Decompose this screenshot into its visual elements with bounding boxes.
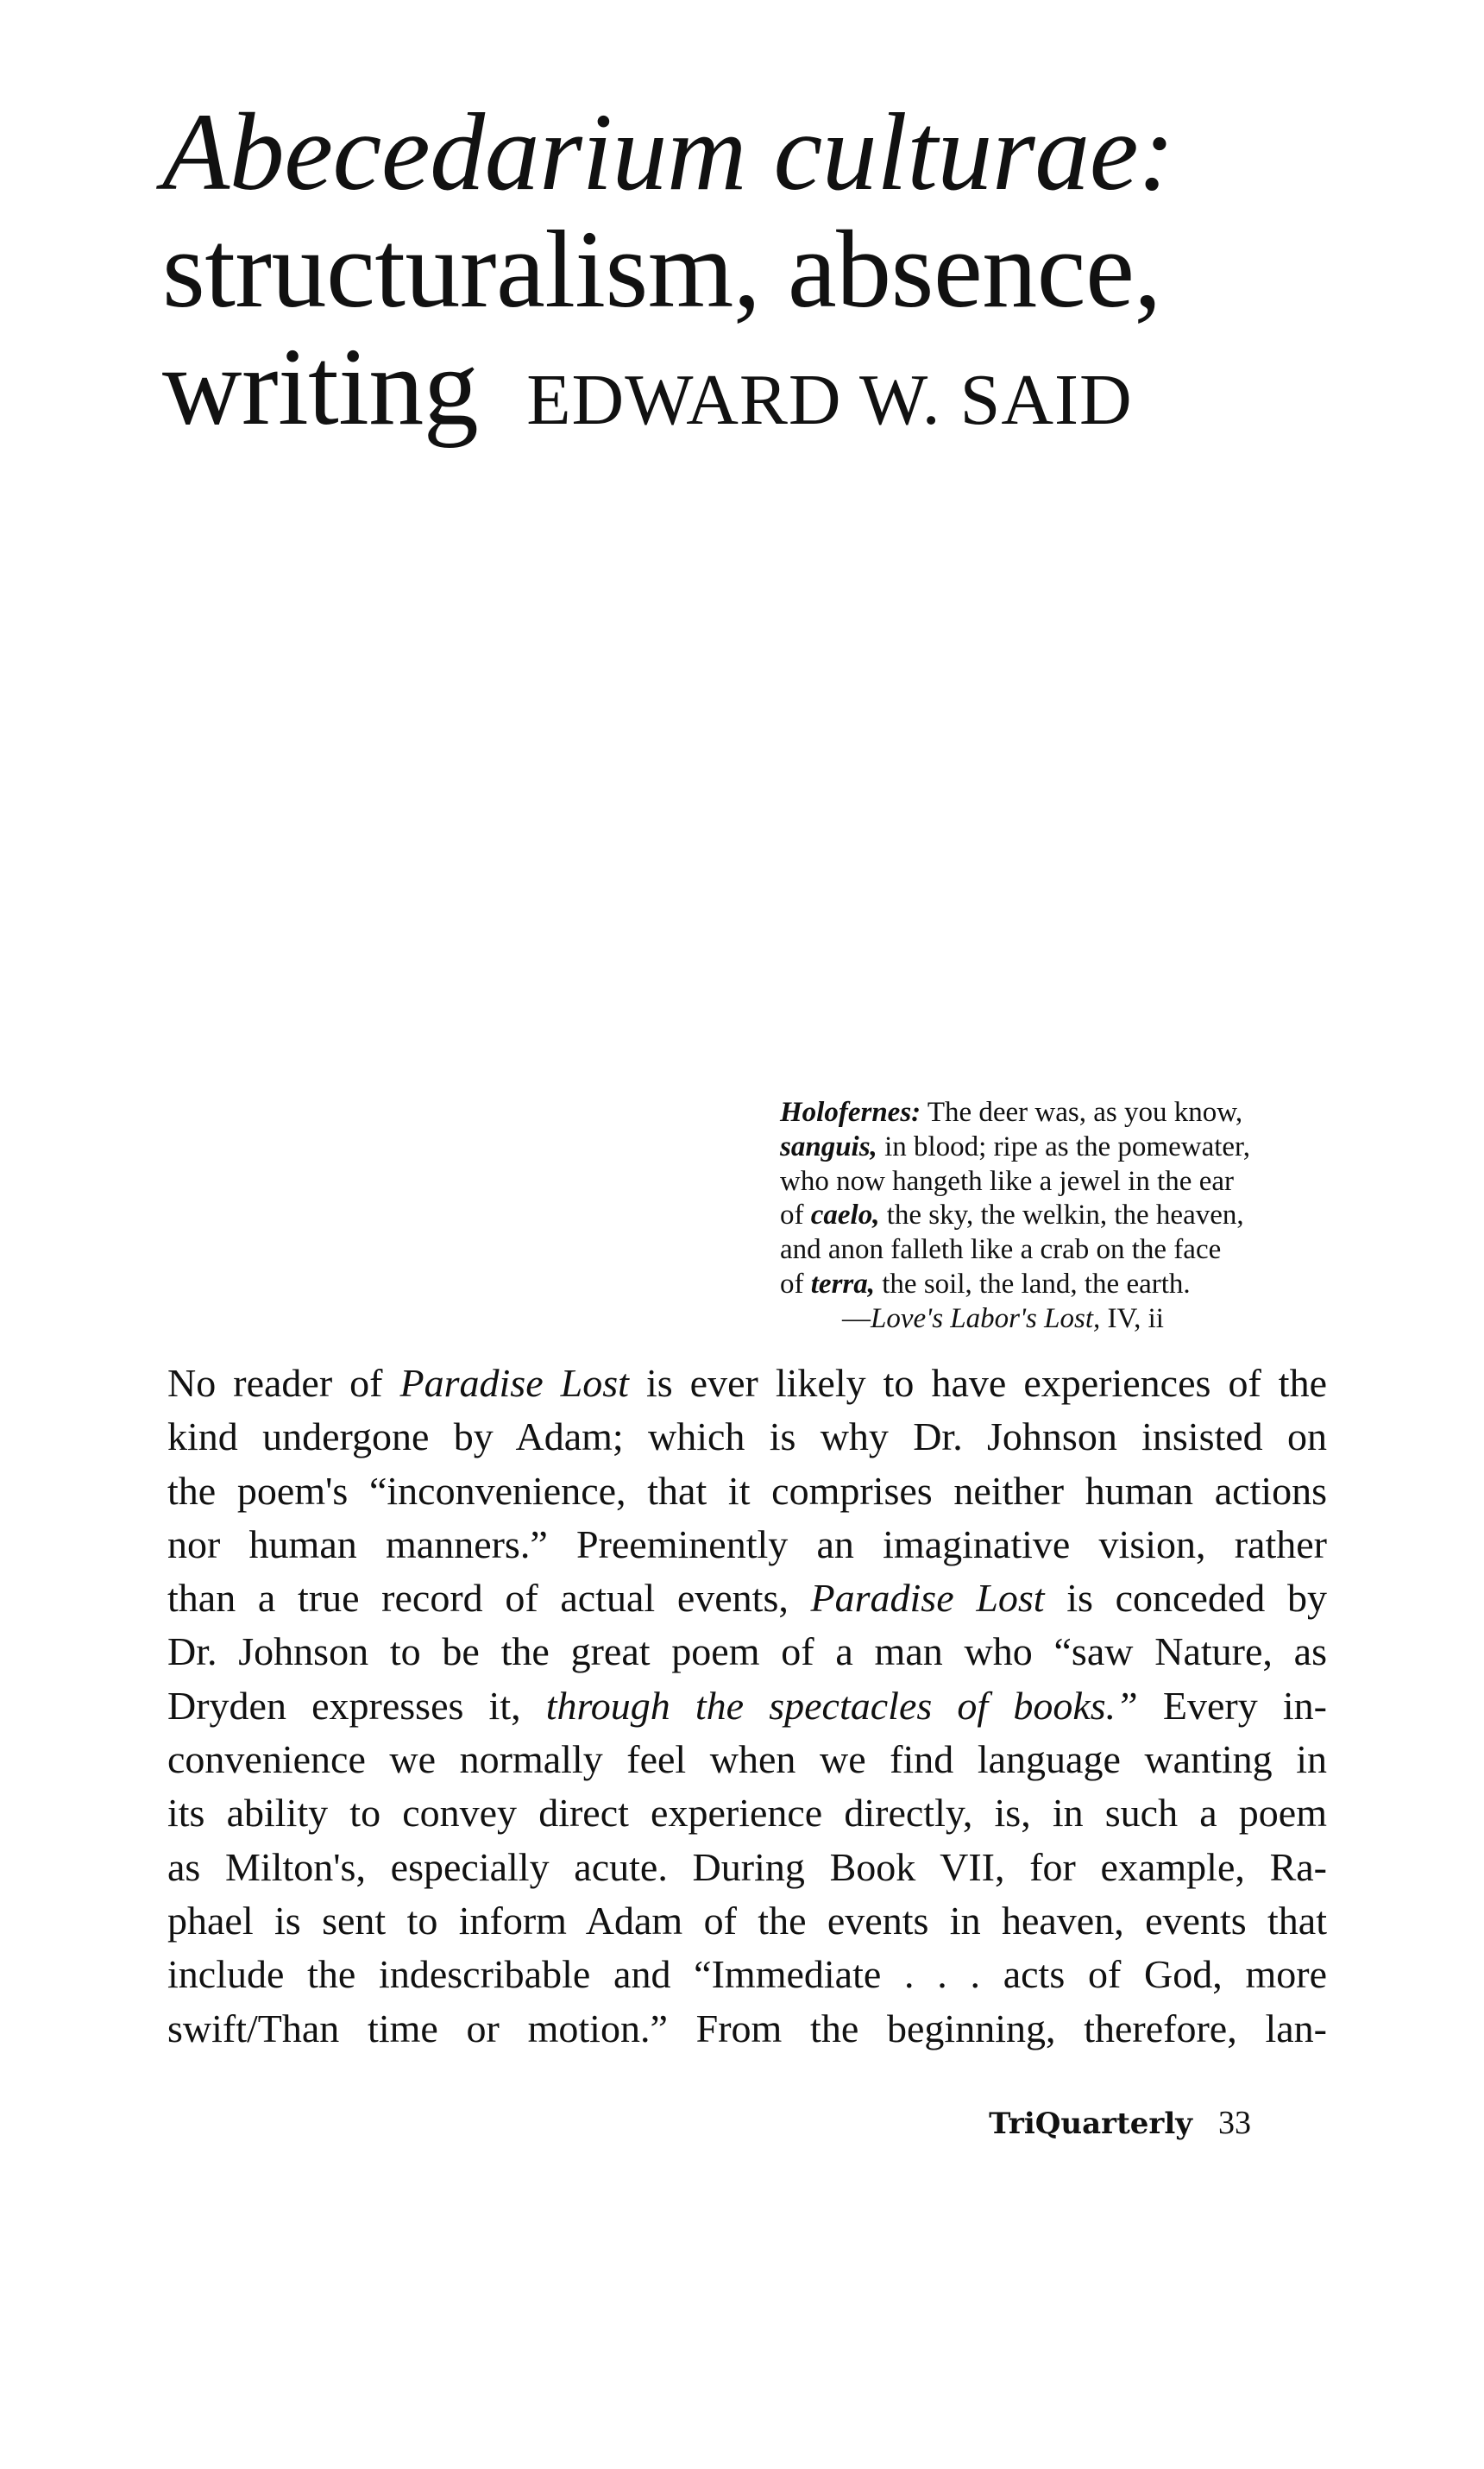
body-text-run: phael is sent to inform Adam of the events in heaven, events that bbox=[167, 1898, 1327, 1943]
body-line bbox=[167, 1679, 1327, 1733]
body-text-run: kind undergone by Adam; which is why Dr. Johnson insisted on bbox=[167, 1414, 1327, 1459]
body-text-run: convenience we normally feel when we find language wanting in bbox=[167, 1737, 1327, 1782]
epigraph-text: in blood; ripe as the pomewater, bbox=[877, 1131, 1250, 1162]
body-italic-run: Paradise Lost bbox=[810, 1576, 1045, 1621]
title-line-3-text: writing bbox=[162, 325, 479, 448]
epigraph-text: of bbox=[780, 1268, 811, 1300]
epigraph-latin: terra, bbox=[810, 1268, 875, 1300]
epigraph-line bbox=[780, 1096, 1315, 1131]
body-line bbox=[167, 1894, 1327, 1948]
body-text-run: Dr. Johnson to be the great poem of a man who “saw Nature, as bbox=[167, 1629, 1327, 1674]
epigraph-source-dash: — bbox=[842, 1302, 871, 1334]
body-line bbox=[167, 1841, 1327, 1894]
body-line bbox=[167, 1464, 1327, 1518]
body-line bbox=[167, 2002, 1327, 2056]
body-line bbox=[167, 1786, 1327, 1840]
body-paragraph bbox=[167, 1357, 1327, 2056]
body-text-run: is ever likely to have experiences of the bbox=[628, 1361, 1327, 1405]
epigraph-source-title: Love's Labor's Lost, bbox=[871, 1302, 1101, 1334]
page-footer bbox=[989, 2104, 1251, 2142]
epigraph-text: the soil, the land, the earth. bbox=[875, 1268, 1191, 1300]
epigraph-source bbox=[780, 1302, 1315, 1337]
body-text-run: its ability to convey direct experience directly, is, in such a poem bbox=[167, 1791, 1327, 1836]
page-number: 33 bbox=[1218, 2105, 1251, 2141]
body-text-run: nor human manners.” Preeminently an imaginative vision, rather bbox=[167, 1521, 1327, 1566]
body-italic-run: through the spectacles of books.” bbox=[545, 1683, 1138, 1728]
author-name: EDWARD W. SAID bbox=[526, 360, 1133, 440]
title-line-3 bbox=[162, 325, 1370, 449]
body-line bbox=[167, 1948, 1327, 2001]
epigraph-latin: caelo, bbox=[810, 1200, 880, 1231]
epigraph bbox=[780, 1096, 1315, 1337]
body-line bbox=[167, 1410, 1327, 1464]
body-text-run: than a true record of actual events, bbox=[167, 1576, 811, 1621]
epigraph-speaker: Holofernes: bbox=[780, 1097, 921, 1128]
epigraph-text: of bbox=[780, 1200, 811, 1231]
epigraph-text: and anon falleth like a crab on the face bbox=[780, 1234, 1222, 1266]
body-line bbox=[167, 1733, 1327, 1786]
epigraph-latin: sanguis, bbox=[780, 1131, 877, 1162]
body-text-run: No reader of bbox=[167, 1361, 400, 1405]
epigraph-source-ref: IV, ii bbox=[1100, 1302, 1164, 1334]
title-line-2: structuralism, absence, bbox=[162, 208, 1161, 331]
body-text-run: as Milton's, especially acute. During Book VII, for example, Ra- bbox=[167, 1844, 1327, 1889]
journal-name: TriQuarterly bbox=[989, 2107, 1192, 2141]
body-line bbox=[167, 1625, 1327, 1679]
body-line bbox=[167, 1518, 1327, 1571]
body-italic-run: Paradise Lost bbox=[399, 1361, 629, 1405]
article-title bbox=[162, 91, 1370, 449]
epigraph-line bbox=[780, 1131, 1315, 1165]
epigraph-line bbox=[780, 1268, 1315, 1302]
epigraph-line bbox=[780, 1199, 1315, 1233]
body-text-run: Dryden expresses it, bbox=[167, 1683, 546, 1728]
epigraph-line bbox=[780, 1165, 1315, 1200]
body-text-run: the poem's “inconvenience, that it comprises neither human actions bbox=[167, 1468, 1327, 1513]
body-text-run: Every in- bbox=[1137, 1683, 1327, 1728]
body-text-run: include the indescribable and “Immediate . . . acts of God, more bbox=[167, 1952, 1327, 1997]
epigraph-text: The deer was, as you know, bbox=[927, 1097, 1243, 1128]
title-line-1: Abecedarium culturae: bbox=[162, 91, 1175, 213]
body-text-run: is conceded by bbox=[1044, 1576, 1327, 1621]
body-line bbox=[167, 1357, 1327, 1410]
epigraph-text: who now hangeth like a jewel in the ear bbox=[780, 1165, 1234, 1197]
epigraph-line bbox=[780, 1233, 1315, 1268]
epigraph-text: the sky, the welkin, the heaven, bbox=[879, 1200, 1244, 1231]
body-line bbox=[167, 1571, 1327, 1625]
body-text-run: swift/Than time or motion.” From the beginning, therefore, lan- bbox=[167, 2006, 1327, 2050]
